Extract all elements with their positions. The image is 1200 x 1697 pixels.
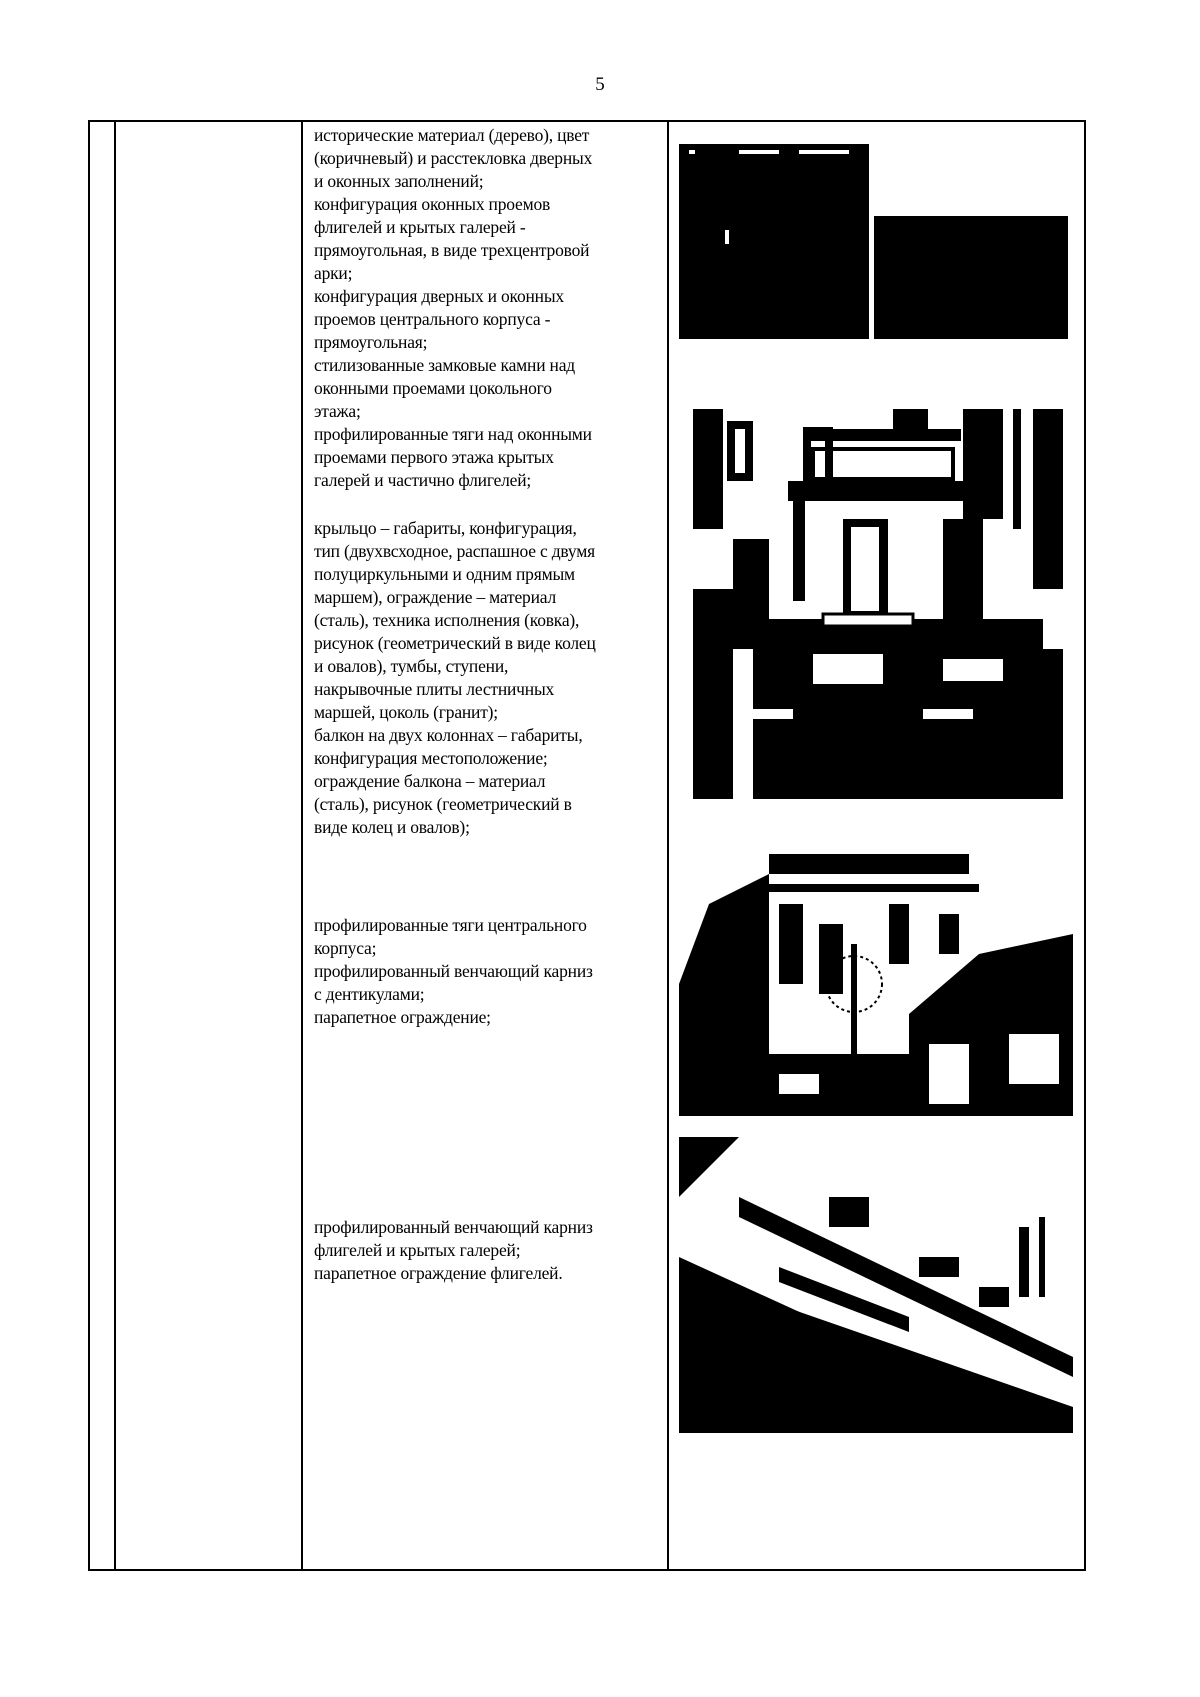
text-line: исторические материал (дерево), цвет xyxy=(314,125,590,145)
text-line: флигелей и крытых галерей; xyxy=(314,1240,521,1260)
text-line: маршей, цоколь (гранит); xyxy=(314,702,498,722)
table-column-divider xyxy=(114,120,116,1571)
photo-door-detail xyxy=(874,216,1068,339)
text-block-materials xyxy=(314,124,664,492)
text-line: стилизованные замковые камни над xyxy=(314,355,575,375)
text-block-wings xyxy=(314,1216,664,1285)
text-line: галерей и частично флигелей; xyxy=(314,470,532,490)
text-line: арки; xyxy=(314,263,353,283)
table-column-divider xyxy=(667,120,669,1571)
text-line: рисунок (геометрический в виде колец xyxy=(314,633,596,653)
text-line: конфигурация дверных и оконных xyxy=(314,286,564,306)
text-line: парапетное ограждение; xyxy=(314,1007,491,1027)
text-line: конфигурация местоположение; xyxy=(314,748,548,768)
text-line: и оконных заполнений; xyxy=(314,171,484,191)
photo-porch xyxy=(693,409,1063,799)
text-line: с дентикулами; xyxy=(314,984,425,1004)
text-line: ограждение балкона – материал xyxy=(314,771,546,791)
text-line: крыльцо – габариты, конфигурация, xyxy=(314,518,577,538)
text-line: профилированный венчающий карниз xyxy=(314,1217,593,1237)
text-line: корпуса; xyxy=(314,938,377,958)
text-line: (сталь), рисунок (геометрический в xyxy=(314,794,572,814)
text-line: профилированные тяги центрального xyxy=(314,915,587,935)
text-line: профилированный венчающий карниз xyxy=(314,961,593,981)
text-block-porch xyxy=(314,517,664,839)
text-line: парапетное ограждение флигелей. xyxy=(314,1263,563,1283)
text-block-central-corps xyxy=(314,914,664,1029)
text-line: профилированные тяги над оконными xyxy=(314,424,592,444)
text-line: и овалов), тумбы, ступени, xyxy=(314,656,509,676)
text-line: прямоугольная; xyxy=(314,332,428,352)
text-line: прямоугольная, в виде трехцентровой xyxy=(314,240,590,260)
text-line: проемами первого этажа крытых xyxy=(314,447,554,467)
photo-wing-cornice xyxy=(679,1137,1073,1433)
text-line: (сталь), техника исполнения (ковка), xyxy=(314,610,580,630)
page-number: 5 xyxy=(595,74,605,95)
text-line: накрывочные плиты лестничных xyxy=(314,679,555,699)
text-line: оконными проемами цокольного xyxy=(314,378,552,398)
text-line: (коричневый) и расстекловка дверных xyxy=(314,148,593,168)
text-line: конфигурация оконных проемов xyxy=(314,194,551,214)
photo-central-corps xyxy=(679,834,1073,1116)
text-line: полуциркульными и одним прямым xyxy=(314,564,575,584)
table-column-divider xyxy=(301,120,303,1571)
text-line: флигелей и крытых галерей - xyxy=(314,217,526,237)
photo-door xyxy=(679,144,869,339)
text-line: виде колец и овалов); xyxy=(314,817,470,837)
text-line: тип (двухвсходное, распашное с двумя xyxy=(314,541,595,561)
text-line: балкон на двух колоннах – габариты, xyxy=(314,725,583,745)
text-line: проемов центрального корпуса - xyxy=(314,309,551,329)
text-line: этажа; xyxy=(314,401,361,421)
text-line: маршем), ограждение – материал xyxy=(314,587,557,607)
